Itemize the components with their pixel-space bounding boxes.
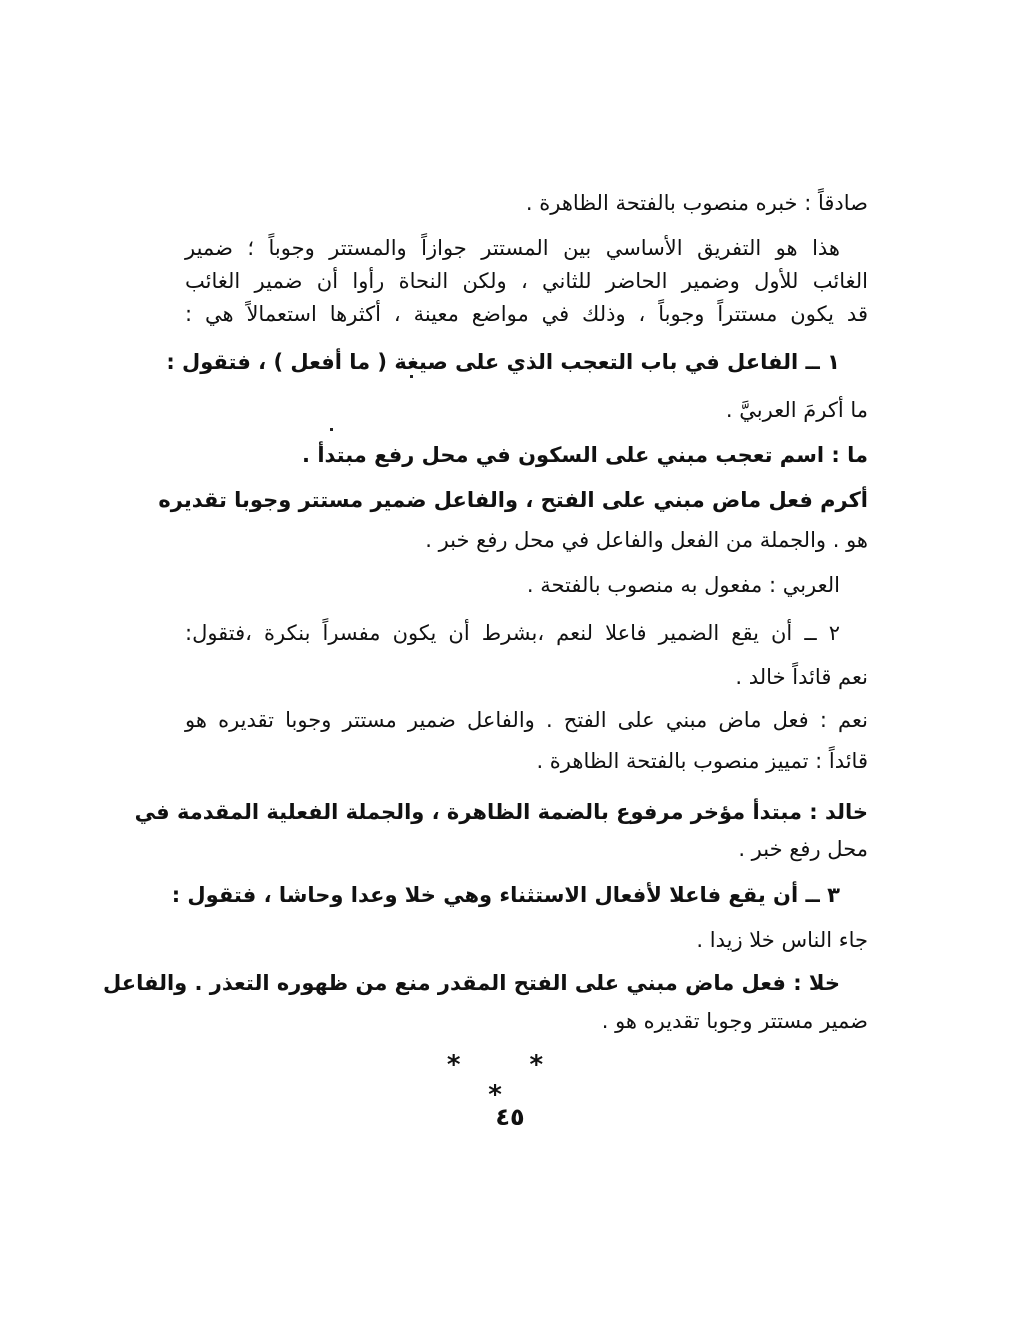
text-line-12: نعم قائداً خالد . <box>735 665 868 689</box>
page-number: ٤٥ <box>495 1103 525 1131</box>
text-line-10: العربي : مفعول به منصوب بالفتحة . <box>526 573 840 597</box>
text-line-2: هذا هو التفريق الأساسي بين المستتر جوازاً والمستتر وجوباً ؛ ضمير <box>185 236 840 260</box>
text-line-3: الغائب للأول وضمير الحاضر للثاني ، ولكن النحاة رأوا أن ضمير الغائب <box>185 269 868 293</box>
scan-speck <box>330 428 333 431</box>
text-line-7: ما : اسم تعجب مبني على السكون في محل رفع مبتدأ . <box>302 443 868 467</box>
text-line-8: أكرم فعل ماض مبني على الفتح ، والفاعل ضمير مستتر وجوبا تقديره <box>158 488 868 512</box>
text-line-15: خالد : مبتدأ مؤخر مرفوع بالضمة الظاهرة ، والجملة الفعلية المقدمة في <box>134 800 868 824</box>
text-line-16: محل رفع خبر . <box>738 837 868 861</box>
text-line-13: نعم : فعل ماض مبني على الفتح . والفاعل ضمير مستتر وجوبا تقديره هو <box>185 708 868 732</box>
text-line-18: جاء الناس خلا زيدا . <box>696 928 868 952</box>
text-line-20: ضمير مستتر وجوبا تقديره هو . <box>601 1009 868 1033</box>
text-line-1: صادقاً : خبره منصوب بالفتحة الظاهرة . <box>525 191 868 215</box>
text-line-9: هو . والجملة من الفعل والفاعل في محل رفع خبر . <box>425 528 868 552</box>
text-line-4: قد يكون مستتراً وجوباً ، وذلك في مواضع معينة ، أكثرها استعمالاً هي : <box>185 302 868 326</box>
scan-speck <box>410 375 413 378</box>
text-line-14: قائداً : تمييز منصوب بالفتحة الظاهرة . <box>536 749 868 773</box>
text-line-5: ١ ــ الفاعل في باب التعجب الذي على صيغة ( ما أفعل ) ، فتقول : <box>166 350 840 374</box>
section-divider-asterisks: * * * <box>446 1050 574 1110</box>
text-line-11: ٢ ــ أن يقع الضمير فاعلا لنعم ،بشرط أن يكون مفسراً بنكرة ،فتقول: <box>185 621 840 645</box>
text-line-19: خلا : فعل ماض مبني على الفتح المقدر منع من ظهوره التعذر . والفاعل <box>102 971 840 995</box>
text-line-17: ٣ ــ أن يقع فاعلا لأفعال الاستثناء وهي خلا وعدا وحاشا ، فتقول : <box>171 883 840 907</box>
text-line-6: ما أكرمَ العربيَّ . <box>725 398 868 422</box>
